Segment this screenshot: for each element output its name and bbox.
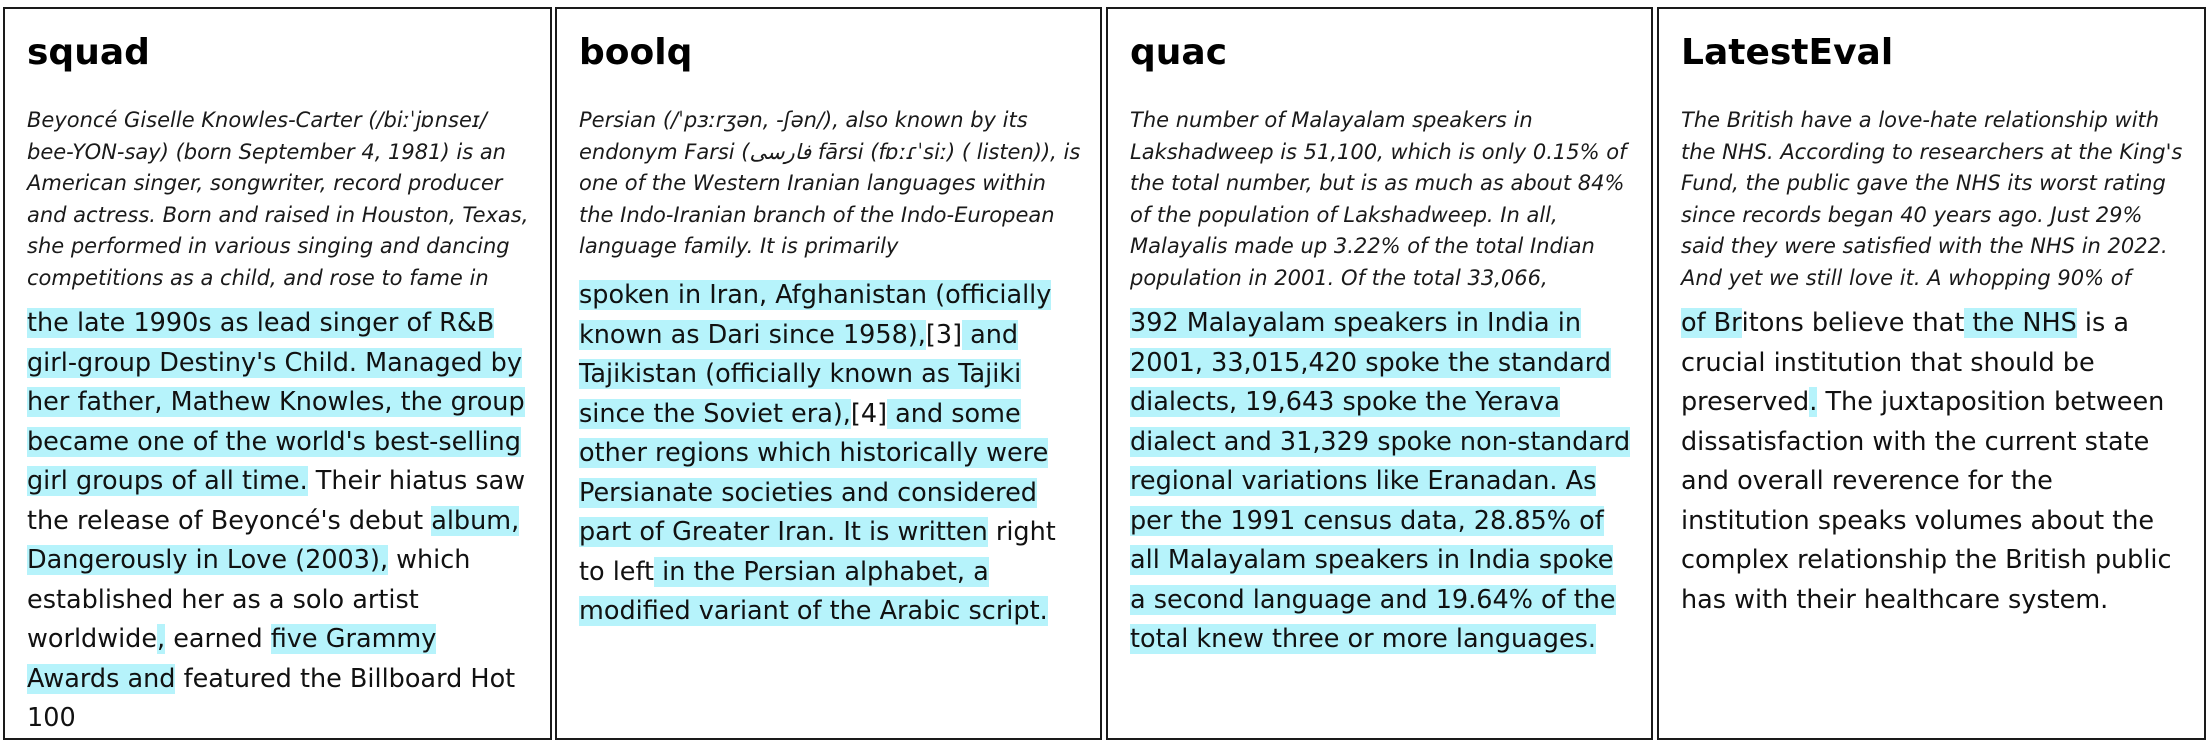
panel-squad <box>3 7 552 740</box>
panel-latesteval <box>1657 7 2206 740</box>
unmatched-segment: Their hiatus saw the release of Beyoncé's debut <box>27 466 526 536</box>
matched-segment: . <box>1809 387 1818 417</box>
generated-continuation <box>27 304 532 739</box>
unmatched-segment: [4] <box>850 398 888 429</box>
panel-title: quac <box>1130 32 1228 73</box>
generated-continuation <box>579 276 1082 632</box>
matched-segment: of Br <box>1681 308 1742 338</box>
context-prompt: The British have a love-hate relationship with the NHS. According to researchers at the King's Fund, the public gave the NHS its worst rating since records began 40 years ago. Just 29% said they were satisfied with the NHS in 2022. And yet we still love it. A whopping 90% of <box>1681 108 2183 290</box>
unmatched-segment: [3] <box>925 319 963 350</box>
matched-segment: in the Persian alphabet, a modified variant of the Arabic script. <box>579 556 1048 626</box>
unmatched-segment: featured the Billboard Hot 100 <box>27 663 516 733</box>
matched-segment: five Grammy Awards and <box>27 624 437 694</box>
unmatched-segment: right to left <box>579 517 1056 587</box>
unmatched-segment: The juxtaposition between dissatisfaction with the current state and overall reverence for the institution speaks volumes about the complex relationship the British public has with their healthcare system. <box>1681 387 2172 615</box>
matched-segment: spoken in Iran, Afghanistan (officially known as Dari since 1958), <box>579 280 1052 350</box>
matched-segment: the NHS <box>1964 308 2077 338</box>
matched-segment: and Tajikistan (officially known as Tajiki since the Soviet era), <box>579 319 1022 429</box>
panel-title: LatestEval <box>1681 32 1894 73</box>
panel-quac <box>1106 7 1653 740</box>
unmatched-segment: established her as a solo artist worldwide <box>27 584 419 654</box>
context-prompt: Persian (/ˈpɜːrʒən, -ʃən/), also known by its endonym Farsi (فارسی fārsi (fɒːɾˈsiː) ( listen)), is one of the Western Iranian languages within the Indo-Iranian branch of the Indo-European language family. It is primarily <box>579 108 1081 258</box>
matched-segment: album, Dangerously in Love (2003), <box>27 505 520 575</box>
unmatched-segment: is a crucial institution that should be preserved <box>1681 308 2130 417</box>
matched-segment: 392 Malayalam speakers in India in 2001, 33,015,420 spoke the standard dialects, 19,643 spoke the Yerava dialect and 31,329 spoke non-standard regional variations like Eranadan. As per the 1991 census data, 28.85% of all Malayalam speakers in India spoke a second language and 19.64% of the total knew three or more languages. <box>1130 308 1631 654</box>
generated-continuation <box>1130 304 1633 660</box>
context-prompt: Beyoncé Giselle Knowles-Carter (/biːˈjɒnseɪ/ bee-YON-say) (born September 4, 1981) is an American singer, songwriter, record producer and actress. Born and raised in Houston, Texas, she performed in various singing and dancing competitions as a child, and rose to fame in <box>27 108 529 290</box>
panel-boolq <box>555 7 1102 740</box>
matched-segment: , <box>157 624 166 654</box>
context-prompt: The number of Malayalam speakers in Lakshadweep is 51,100, which is only 0.15% of the total number, but is as much as about 84% of the population of Lakshadweep. In all, Malayalis made up 3.22% of the total Indian population in 2001. Of the total 33,066, <box>1130 108 1627 290</box>
unmatched-segment: itons believe that <box>1741 308 1965 338</box>
matched-segment: and some other regions which historically were Persianate societies and considered part of Greater Iran. It is written <box>579 398 1049 547</box>
matched-segment: the late 1990s as lead singer of R&B girl-group Destiny's Child. Managed by her father, Mathew Knowles, the group became one of the world's best-selling girl groups of all time. <box>27 308 525 496</box>
panel-title: squad <box>27 32 150 73</box>
unmatched-segment: earned <box>165 624 271 654</box>
generated-continuation <box>1681 304 2186 620</box>
unmatched-segment: which <box>388 545 471 575</box>
panel-title: boolq <box>579 32 693 73</box>
